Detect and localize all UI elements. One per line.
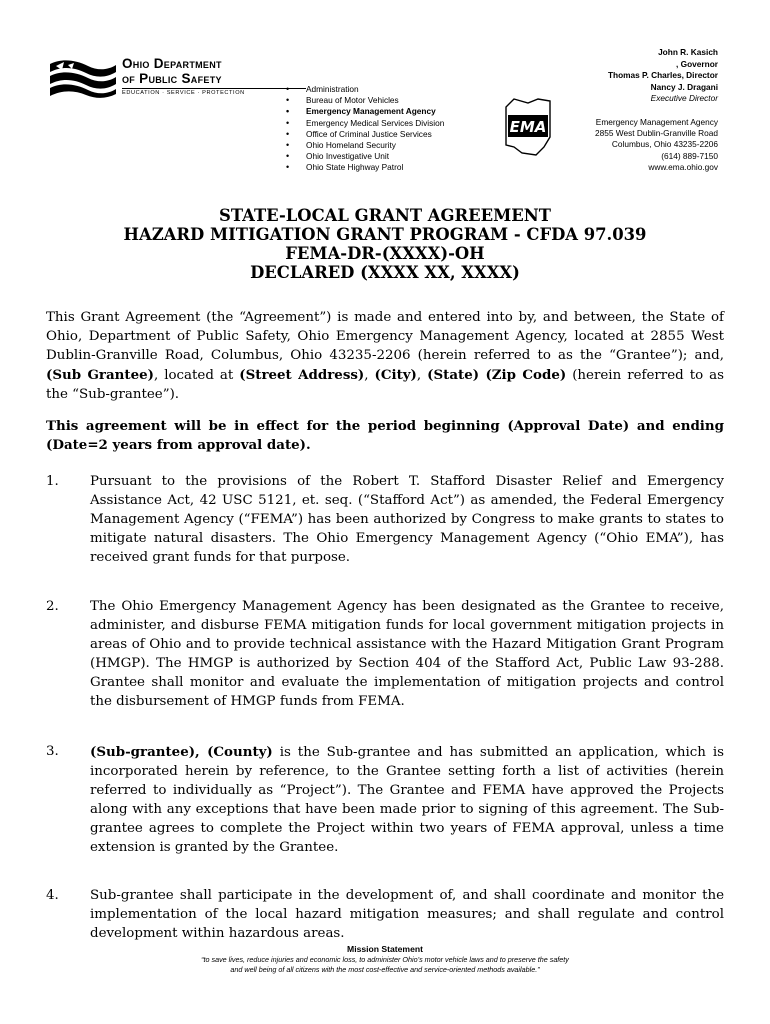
ema-seal-logo bbox=[500, 97, 554, 157]
intro-text: , bbox=[416, 367, 428, 383]
division-item: • Ohio State Highway Patrol bbox=[286, 162, 444, 173]
title-line-3: FEMA-DR-(XXXX)-OH bbox=[285, 244, 485, 263]
item-number: 4. bbox=[46, 888, 59, 903]
address-line: Columbus, Ohio 43235-2206 bbox=[611, 139, 718, 150]
item-number: 3. bbox=[46, 744, 59, 759]
mission-heading: Mission Statement bbox=[347, 944, 423, 954]
item-text: is the Sub-grantee and has submitted an application, which is incorporated herein by reference, to the Grantee setting forth a list of activities (herein referred to individually as “Project”). The Grantee and FEMA have approved the Projects along with any exceptions that have been made prior to signing of this agreement. The Sub-grantee agrees to complete the Project within two years of FEMA approval, unless a time extension is granted by the Grantee. bbox=[90, 745, 724, 855]
logo-line-1: Ohio Department bbox=[122, 56, 222, 71]
agreement-period: This agreement will be in effect for the period beginning (Approval Date) and ending (Date=2 years from approval date). bbox=[46, 418, 724, 453]
division-list bbox=[286, 84, 444, 174]
item-text: Pursuant to the provisions of the Robert T. Stafford Disaster Relief and Emergency Assistance Act, 42 USC 5121, et. seq. (“Stafford Act”) as amended, the Federal Emergency Management Agency (“FEMA”) has been authorized by Congress to make grants to states to mitigate natural disasters. The Ohio Emergency Management Agency (“Ohio EMA”), has received grant funds for that purpose. bbox=[90, 474, 724, 565]
title-line-4: DECLARED (XXXX XX, XXXX) bbox=[250, 263, 520, 282]
odps-logo bbox=[48, 56, 263, 100]
logo-tagline: EDUCATION · SERVICE · PROTECTION bbox=[122, 90, 245, 96]
governor-name: John R. Kasich bbox=[658, 47, 718, 57]
intro-text: , bbox=[364, 367, 375, 383]
logo-line-2: of Public Safety bbox=[122, 71, 222, 86]
division-item: • Office of Criminal Justice Services bbox=[286, 129, 444, 140]
division-item-highlighted: • Emergency Management Agency bbox=[286, 106, 444, 117]
address-line: 2855 West Dublin-Granville Road bbox=[595, 128, 718, 139]
intro-text: , located at bbox=[153, 367, 240, 383]
street-address-placeholder: (Street Address) bbox=[239, 366, 365, 383]
officials-block bbox=[608, 47, 718, 105]
document-title bbox=[0, 206, 770, 282]
governor-title: , Governor bbox=[676, 58, 718, 69]
website-url: www.ema.ohio.gov bbox=[648, 161, 718, 172]
division-item: • Ohio Homeland Security bbox=[286, 140, 444, 151]
sub-grantee-county-placeholder: (Sub-grantee), (County) bbox=[90, 744, 273, 760]
intro-text: (herein referred to as the “Sub-grantee”). bbox=[46, 367, 724, 402]
mission-text-line: and well being of all citizens with the most cost-effective and service-oriented methods available.” bbox=[230, 965, 540, 974]
director-name: Thomas P. Charles, Director bbox=[607, 70, 718, 81]
item-number: 1. bbox=[46, 474, 59, 489]
division-item: • Bureau of Motor Vehicles bbox=[286, 95, 444, 106]
intro-paragraph bbox=[46, 309, 724, 405]
executive-director-name: Nancy J. Dragani bbox=[650, 81, 718, 92]
item-text: Sub-grantee shall participate in the development of, and shall coordinate and monitor the implementation of the local hazard mitigation measures; and shall regulate and control development within hazardous areas. bbox=[90, 888, 724, 941]
division-item: • Emergency Medical Services Division bbox=[286, 118, 444, 129]
executive-director-title: Executive Director bbox=[650, 93, 718, 104]
sub-grantee-placeholder: (Sub Grantee) bbox=[46, 366, 154, 383]
item-number: 2. bbox=[46, 599, 59, 614]
mission-statement bbox=[0, 944, 770, 975]
item-text: The Ohio Emergency Management Agency has been designated as the Grantee to receive, administer, and disburse FEMA mitigation funds for local government mitigation projects in areas of Ohio and to provide technical assistance with the Hazard Mitigation Grant Program (HMGP). The HMGP is authorized by Section 404 of the Stafford Act, Public Law 93-288. Grantee shall monitor and evaluate the implementation of mitigation projects and control the disbursement of HMGP funds from FEMA. bbox=[90, 599, 724, 709]
item-text-container bbox=[90, 743, 724, 857]
title-line-1: STATE-LOCAL GRANT AGREEMENT bbox=[219, 206, 551, 225]
intro-text: This Grant Agreement (the “Agreement”) is made and entered into by, and between, the State of Ohio, Department of Public Safety, Ohio Emergency Management Agency, located at 2855 West Dublin-Granville Road, Columbus, Ohio 43235-2206 (herein referred to as the “Grantee”); and, bbox=[46, 310, 724, 363]
ema-seal-text: EMA bbox=[509, 118, 547, 136]
flag-emblem-icon bbox=[48, 56, 118, 100]
city-placeholder: (City) bbox=[374, 366, 417, 383]
agency-address bbox=[595, 117, 718, 173]
division-item: • Ohio Investigative Unit bbox=[286, 151, 444, 162]
division-item: • Administration bbox=[286, 84, 444, 95]
mission-text-line: “to save lives, reduce injuries and economic loss, to administer Ohio’s motor vehicle laws and to preserve the safety bbox=[201, 955, 569, 964]
state-zip-placeholder: (State) (Zip Code) bbox=[427, 366, 567, 383]
ohio-state-shape-icon bbox=[500, 97, 554, 157]
phone-number: (614) 889-7150 bbox=[661, 150, 718, 161]
address-line: Emergency Management Agency bbox=[595, 117, 718, 127]
logo-rule bbox=[122, 88, 306, 89]
title-line-2: HAZARD MITIGATION GRANT PROGRAM - CFDA 97.039 bbox=[123, 225, 647, 244]
